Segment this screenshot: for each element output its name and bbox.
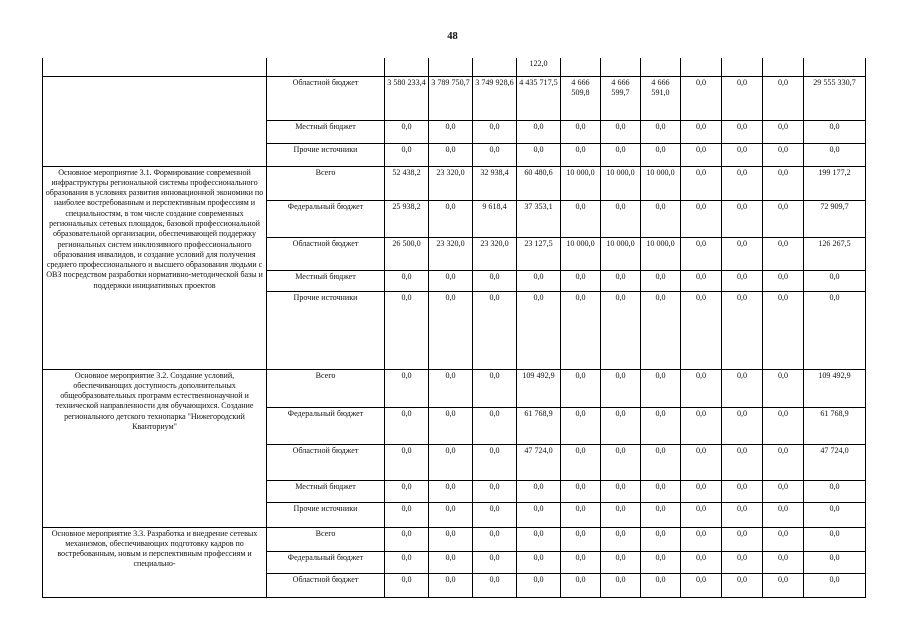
funding-source-cell: Прочие источники — [267, 502, 385, 527]
amount-cell: 0,0 — [473, 291, 517, 369]
funding-source-cell: Местный бюджет — [267, 270, 385, 291]
amount-cell: 0,0 — [385, 143, 429, 166]
amount-cell: 0,0 — [722, 76, 763, 120]
amount-cell: 0,0 — [429, 270, 473, 291]
amount-cell: 0,0 — [561, 573, 601, 597]
amount-cell: 0,0 — [385, 120, 429, 143]
amount-cell: 0,0 — [385, 444, 429, 480]
amount-cell: 0,0 — [681, 166, 722, 200]
amount-cell: 0,0 — [473, 143, 517, 166]
amount-cell: 0,0 — [385, 551, 429, 573]
amount-cell: 60 480,6 — [517, 166, 561, 200]
amount-cell: 0,0 — [517, 143, 561, 166]
amount-cell: 0,0 — [681, 291, 722, 369]
amount-cell — [561, 58, 601, 76]
table-row — [43, 369, 866, 407]
amount-cell: 37 353,1 — [517, 200, 561, 237]
amount-cell: 0,0 — [473, 120, 517, 143]
amount-cell: 0,0 — [561, 502, 601, 527]
amount-cell: 10 000,0 — [601, 166, 641, 200]
amount-cell: 29 555 330,7 — [804, 76, 866, 120]
amount-cell: 0,0 — [517, 573, 561, 597]
amount-cell: 0,0 — [804, 270, 866, 291]
amount-cell: 0,0 — [601, 369, 641, 407]
amount-cell: 0,0 — [641, 291, 681, 369]
amount-cell: 0,0 — [763, 407, 804, 444]
amount-cell: 0,0 — [561, 551, 601, 573]
amount-cell: 10 000,0 — [561, 166, 601, 200]
amount-cell: 47 724,0 — [517, 444, 561, 480]
amount-cell: 0,0 — [641, 480, 681, 502]
amount-cell: 0,0 — [601, 444, 641, 480]
amount-cell: 0,0 — [473, 270, 517, 291]
funding-source-cell: Всего — [267, 369, 385, 407]
amount-cell: 0,0 — [385, 369, 429, 407]
amount-cell — [473, 58, 517, 76]
amount-cell: 0,0 — [429, 573, 473, 597]
amount-cell: 0,0 — [601, 270, 641, 291]
amount-cell: 4 666 591,0 — [641, 76, 681, 120]
amount-cell: 0,0 — [429, 143, 473, 166]
amount-cell: 0,0 — [681, 480, 722, 502]
amount-cell: 0,0 — [601, 502, 641, 527]
amount-cell: 0,0 — [681, 502, 722, 527]
funding-source-cell: Прочие источники — [267, 291, 385, 369]
description-cell — [43, 76, 267, 166]
amount-cell: 3 749 928,6 — [473, 76, 517, 120]
amount-cell: 25 938,2 — [385, 200, 429, 237]
amount-cell: 0,0 — [561, 120, 601, 143]
amount-cell: 0,0 — [429, 407, 473, 444]
page-number: 48 — [447, 31, 458, 42]
amount-cell: 0,0 — [561, 407, 601, 444]
amount-cell: 0,0 — [517, 527, 561, 551]
amount-cell: 0,0 — [722, 291, 763, 369]
amount-cell: 32 938,4 — [473, 166, 517, 200]
amount-cell: 0,0 — [722, 270, 763, 291]
amount-cell: 0,0 — [722, 573, 763, 597]
funding-source-cell: Федеральный бюджет — [267, 200, 385, 237]
funding-source-cell: Областной бюджет — [267, 76, 385, 120]
amount-cell: 0,0 — [804, 551, 866, 573]
amount-cell: 0,0 — [641, 444, 681, 480]
amount-cell: 0,0 — [517, 120, 561, 143]
amount-cell: 0,0 — [681, 369, 722, 407]
amount-cell: 0,0 — [601, 200, 641, 237]
amount-cell: 0,0 — [385, 527, 429, 551]
amount-cell: 0,0 — [681, 270, 722, 291]
amount-cell: 0,0 — [561, 369, 601, 407]
amount-cell — [429, 58, 473, 76]
amount-cell: 0,0 — [473, 573, 517, 597]
amount-cell: 0,0 — [601, 120, 641, 143]
amount-cell: 0,0 — [561, 200, 601, 237]
amount-cell: 0,0 — [722, 551, 763, 573]
amount-cell: 0,0 — [561, 444, 601, 480]
funding-source-cell: Прочие источники — [267, 143, 385, 166]
amount-cell: 0,0 — [385, 270, 429, 291]
amount-cell: 0,0 — [517, 551, 561, 573]
amount-cell: 0,0 — [561, 527, 601, 551]
amount-cell: 0,0 — [804, 291, 866, 369]
amount-cell: 0,0 — [473, 407, 517, 444]
amount-cell: 47 724,0 — [804, 444, 866, 480]
amount-cell: 199 177,2 — [804, 166, 866, 200]
funding-source-cell: Областной бюджет — [267, 444, 385, 480]
amount-cell: 0,0 — [385, 573, 429, 597]
amount-cell: 0,0 — [385, 291, 429, 369]
amount-cell: 0,0 — [601, 407, 641, 444]
amount-cell — [804, 58, 866, 76]
amount-cell: 126 267,5 — [804, 237, 866, 270]
amount-cell: 0,0 — [722, 369, 763, 407]
amount-cell: 0,0 — [681, 120, 722, 143]
amount-cell: 0,0 — [722, 166, 763, 200]
amount-cell: 0,0 — [601, 527, 641, 551]
amount-cell: 23 320,0 — [473, 237, 517, 270]
amount-cell: 0,0 — [681, 143, 722, 166]
amount-cell — [722, 58, 763, 76]
amount-cell: 0,0 — [722, 237, 763, 270]
amount-cell: 10 000,0 — [641, 166, 681, 200]
amount-cell: 0,0 — [681, 527, 722, 551]
amount-cell: 0,0 — [722, 120, 763, 143]
amount-cell: 10 000,0 — [561, 237, 601, 270]
amount-cell: 0,0 — [763, 444, 804, 480]
table-row — [43, 58, 866, 76]
amount-cell: 0,0 — [385, 407, 429, 444]
amount-cell: 0,0 — [473, 369, 517, 407]
amount-cell: 0,0 — [763, 200, 804, 237]
amount-cell: 0,0 — [641, 270, 681, 291]
funding-source-cell: Местный бюджет — [267, 480, 385, 502]
amount-cell: 0,0 — [473, 502, 517, 527]
amount-cell: 0,0 — [517, 291, 561, 369]
amount-cell: 0,0 — [601, 291, 641, 369]
amount-cell: 0,0 — [517, 502, 561, 527]
amount-cell — [641, 58, 681, 76]
activity-description-cell: Основное мероприятие 3.1. Формирование современной инфраструктуры региональной системы профессионального образования в условиях развития инновационной экономики по наиболее востребованным и перспективным профессиям и специальностям, в том числе создание современных региональных сетевых площадок, базовой профессиональной образовательной организации, обеспечивающей поддержку региональных систем инклюзивного профессионального образования инвалидов, и создание условий для получения среднего профессионального и высшего образования людьми с ОВЗ посредством разработки нормативно-методической базы и поддержки инициативных проектов — [43, 166, 267, 369]
amount-cell — [763, 58, 804, 76]
amount-cell: 0,0 — [763, 480, 804, 502]
amount-cell: 0,0 — [722, 143, 763, 166]
amount-cell: 0,0 — [641, 143, 681, 166]
amount-cell: 23 320,0 — [429, 166, 473, 200]
amount-cell: 0,0 — [641, 527, 681, 551]
amount-cell: 109 492,9 — [804, 369, 866, 407]
amount-cell: 0,0 — [804, 502, 866, 527]
amount-cell: 0,0 — [561, 143, 601, 166]
amount-cell: 0,0 — [681, 200, 722, 237]
amount-cell: 0,0 — [385, 502, 429, 527]
amount-cell: 0,0 — [722, 407, 763, 444]
amount-cell: 0,0 — [517, 480, 561, 502]
amount-cell: 10 000,0 — [601, 237, 641, 270]
amount-cell: 0,0 — [804, 120, 866, 143]
amount-cell: 0,0 — [641, 200, 681, 237]
amount-cell: 0,0 — [429, 444, 473, 480]
amount-cell: 61 768,9 — [517, 407, 561, 444]
budget-table — [42, 58, 866, 598]
amount-cell: 0,0 — [722, 502, 763, 527]
amount-cell: 4 435 717,5 — [517, 76, 561, 120]
amount-cell: 0,0 — [429, 551, 473, 573]
amount-cell: 0,0 — [601, 551, 641, 573]
amount-cell — [681, 58, 722, 76]
amount-cell: 0,0 — [804, 573, 866, 597]
amount-cell: 0,0 — [681, 551, 722, 573]
amount-cell: 0,0 — [601, 573, 641, 597]
amount-cell: 0,0 — [385, 480, 429, 502]
funding-source-cell: Областной бюджет — [267, 573, 385, 597]
table-row — [43, 76, 866, 120]
amount-cell: 0,0 — [429, 291, 473, 369]
amount-cell: 0,0 — [763, 237, 804, 270]
amount-cell: 0,0 — [641, 407, 681, 444]
amount-cell: 0,0 — [763, 120, 804, 143]
amount-cell: 26 500,0 — [385, 237, 429, 270]
amount-cell: 72 909,7 — [804, 200, 866, 237]
amount-cell: 0,0 — [681, 444, 722, 480]
amount-cell: 23 127,5 — [517, 237, 561, 270]
amount-cell: 10 000,0 — [641, 237, 681, 270]
amount-cell: 0,0 — [681, 76, 722, 120]
amount-cell: 0,0 — [722, 444, 763, 480]
amount-cell: 0,0 — [722, 480, 763, 502]
amount-cell: 0,0 — [763, 166, 804, 200]
amount-cell: 3 789 750,7 — [429, 76, 473, 120]
amount-cell: 0,0 — [681, 237, 722, 270]
amount-cell: 0,0 — [429, 200, 473, 237]
amount-cell: 0,0 — [763, 527, 804, 551]
amount-cell: 0,0 — [681, 407, 722, 444]
amount-cell: 23 320,0 — [429, 237, 473, 270]
amount-cell: 0,0 — [601, 480, 641, 502]
amount-cell: 0,0 — [804, 143, 866, 166]
funding-source-cell: Местный бюджет — [267, 120, 385, 143]
funding-source-cell: Всего — [267, 166, 385, 200]
amount-cell: 0,0 — [763, 573, 804, 597]
amount-cell — [385, 58, 429, 76]
description-cell — [43, 58, 267, 76]
amount-cell: 4 666 599,7 — [601, 76, 641, 120]
amount-cell: 0,0 — [641, 502, 681, 527]
amount-cell: 0,0 — [473, 444, 517, 480]
amount-cell: 4 666 509,8 — [561, 76, 601, 120]
activity-description-cell: Основное мероприятие 3.3. Разработка и внедрение сетевых механизмов, обеспечивающих подготовку кадров по востребованным, новым и перспективным профессиям и специально- — [43, 527, 267, 597]
amount-cell: 0,0 — [561, 291, 601, 369]
amount-cell: 0,0 — [641, 120, 681, 143]
funding-source-cell: Областной бюджет — [267, 237, 385, 270]
amount-cell: 0,0 — [561, 480, 601, 502]
amount-cell: 0,0 — [641, 551, 681, 573]
funding-source-cell: Федеральный бюджет — [267, 407, 385, 444]
amount-cell: 0,0 — [763, 551, 804, 573]
amount-cell — [601, 58, 641, 76]
amount-cell: 0,0 — [763, 143, 804, 166]
amount-cell: 0,0 — [804, 527, 866, 551]
amount-cell: 0,0 — [763, 291, 804, 369]
amount-cell: 0,0 — [561, 270, 601, 291]
amount-cell: 0,0 — [429, 502, 473, 527]
table-row — [43, 166, 866, 200]
amount-cell: 9 618,4 — [473, 200, 517, 237]
amount-cell: 0,0 — [429, 369, 473, 407]
amount-cell: 3 580 233,4 — [385, 76, 429, 120]
amount-cell: 0,0 — [763, 76, 804, 120]
funding-source-cell: Федеральный бюджет — [267, 551, 385, 573]
amount-cell: 122,0 — [517, 58, 561, 76]
amount-cell: 0,0 — [473, 527, 517, 551]
amount-cell: 0,0 — [517, 270, 561, 291]
amount-cell: 0,0 — [429, 527, 473, 551]
amount-cell: 0,0 — [473, 480, 517, 502]
amount-cell: 0,0 — [763, 369, 804, 407]
amount-cell: 0,0 — [681, 573, 722, 597]
amount-cell: 0,0 — [763, 502, 804, 527]
activity-description-cell: Основное мероприятие 3.2. Создание условий, обеспечивающих доступность дополнительных общеобразовательных программ естественнонаучной и технической направленности для обучающихся. Создание регионального детского технопарка "Нижегородский Кванториум" — [43, 369, 267, 527]
amount-cell: 0,0 — [641, 369, 681, 407]
source-cell — [267, 58, 385, 76]
amount-cell: 0,0 — [722, 200, 763, 237]
amount-cell: 0,0 — [601, 143, 641, 166]
amount-cell: 0,0 — [473, 551, 517, 573]
amount-cell: 0,0 — [641, 573, 681, 597]
amount-cell: 109 492,9 — [517, 369, 561, 407]
amount-cell: 0,0 — [763, 270, 804, 291]
amount-cell: 0,0 — [429, 120, 473, 143]
amount-cell: 52 438,2 — [385, 166, 429, 200]
amount-cell: 0,0 — [429, 480, 473, 502]
table-row — [43, 527, 866, 551]
amount-cell: 61 768,9 — [804, 407, 866, 444]
funding-source-cell: Всего — [267, 527, 385, 551]
amount-cell: 0,0 — [722, 527, 763, 551]
amount-cell: 0,0 — [804, 480, 866, 502]
